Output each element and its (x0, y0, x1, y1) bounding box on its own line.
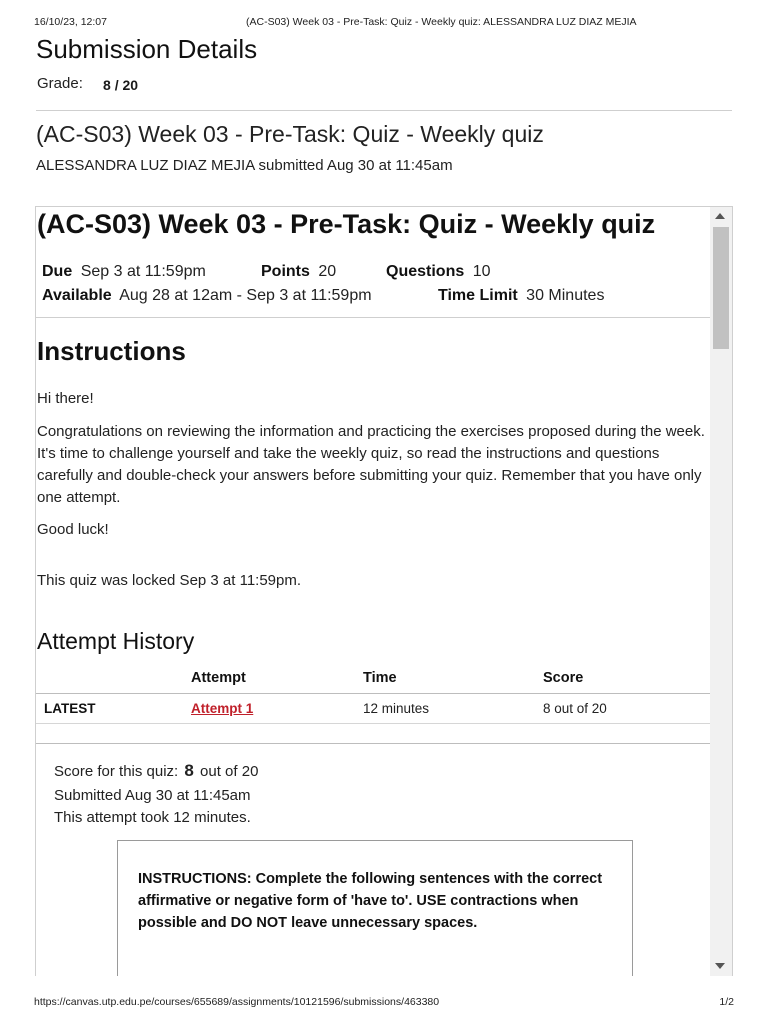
latest-label: LATEST (44, 701, 96, 716)
instructions-body: Congratulations on reviewing the information and practicing the exercises proposed during the week. It's time to challenge yourself and take the weekly quiz, so read the instructions and questions carefully and double-check your answers before submitting your quiz. Remember that you have only one attempt. (37, 423, 705, 506)
table-row-divider (36, 723, 712, 724)
print-footer (34, 996, 734, 1010)
page-title: Submission Details (36, 34, 258, 64)
quiz-questions (386, 263, 490, 281)
column-header-time: Time (363, 670, 397, 686)
score-value: 8 (184, 761, 194, 780)
score-prefix: Score for this quiz: (54, 763, 179, 780)
attempt-time: 12 minutes (363, 701, 430, 716)
submitted-by-line: ALESSANDRA LUZ DIAZ MEJIA submitted Aug 30 at 11:45am (36, 157, 453, 174)
quiz-frame (35, 206, 733, 976)
time-limit-label: Time Limit (438, 287, 518, 304)
column-header-attempt: Attempt (191, 670, 246, 686)
due-value: Sep 3 at 11:59pm (80, 263, 206, 280)
quiz-points (261, 263, 336, 281)
submitted-at: Submitted Aug 30 at 11:45am (54, 787, 251, 804)
grade-value: 8 / 20 (103, 77, 139, 93)
print-header (34, 16, 734, 30)
instructions-greeting: Hi there! (37, 390, 94, 407)
due-label: Due (42, 263, 73, 280)
section-divider (36, 743, 712, 744)
print-datetime: 16/10/23, 12:07 (34, 16, 107, 28)
grade-row (37, 75, 138, 92)
available-value: Aug 28 at 12am - Sep 3 at 11:59pm (119, 287, 372, 304)
quiz-content (36, 207, 712, 976)
score-for-quiz (54, 761, 258, 781)
attempt-history-heading: Attempt History (37, 628, 195, 654)
print-page-number: 1/2 (719, 996, 734, 1008)
column-header-score: Score (543, 670, 584, 686)
divider (36, 110, 732, 111)
quiz-due (42, 263, 206, 281)
scrollbar[interactable] (710, 207, 732, 976)
table-divider (36, 693, 712, 694)
attempt-1-link[interactable]: Attempt 1 (191, 701, 254, 716)
assignment-title: (AC-S03) Week 03 - Pre-Task: Quiz - Weekly quiz (36, 121, 544, 147)
question-instructions-box: INSTRUCTIONS: Complete the following sentences with the correct affirmative or negative form of 'have to'. USE contractions when possible and DO NOT leave unnecessary spaces. (117, 840, 633, 976)
quiz-available (42, 287, 372, 305)
points-value: 20 (318, 263, 337, 280)
scrollbar-thumb[interactable] (713, 227, 729, 349)
attempt-duration: This attempt took 12 minutes. (54, 809, 251, 826)
time-limit-value: 30 Minutes (526, 287, 605, 304)
quiz-title: (AC-S03) Week 03 - Pre-Task: Quiz - Weekly quiz (37, 209, 656, 239)
grade-label: Grade: (37, 75, 83, 92)
attempt-score: 8 out of 20 (543, 701, 607, 716)
quiz-locked-notice: This quiz was locked Sep 3 at 11:59pm. (37, 572, 302, 589)
quiz-time-limit (438, 287, 604, 305)
available-label: Available (42, 287, 112, 304)
questions-value: 10 (472, 263, 491, 280)
print-url: https://canvas.utp.edu.pe/courses/655689/assignments/10121596/submissions/463380 (34, 996, 440, 1008)
points-label: Points (261, 263, 310, 280)
instructions-heading: Instructions (37, 336, 186, 366)
print-doc-title: (AC-S03) Week 03 - Pre-Task: Quiz - Weekly quiz: ALESSANDRA LUZ DIAZ MEJIA (246, 16, 637, 28)
scroll-down-arrow-icon[interactable] (715, 963, 725, 969)
questions-label: Questions (386, 263, 465, 280)
scroll-up-arrow-icon[interactable] (715, 213, 725, 219)
score-suffix: out of 20 (200, 763, 259, 780)
divider (36, 317, 712, 318)
instructions-closing: Good luck! (37, 521, 109, 538)
